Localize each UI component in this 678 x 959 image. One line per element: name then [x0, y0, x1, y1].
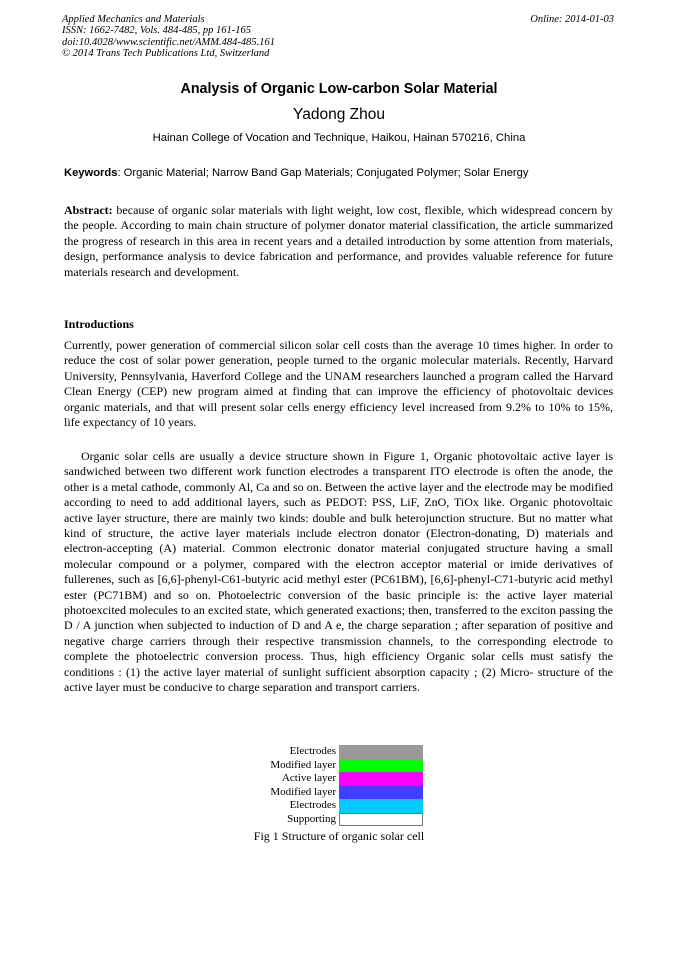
doi-line: doi:10.4028/www.scientific.net/AMM.484-485.161 [62, 36, 275, 48]
figure-layer-row [200, 786, 478, 800]
intro-paragraph-1: Currently, power generation of commercial silicon solar cell costs than the average 10 times higher. In order to reduce the cost of solar power generation, people turned to the organic molecular materials. Recently, Harvard University, Pennsylvania, Haverford College and the UNAM researchers launched a program called the Harvard Clean Energy (CEP) new program aimed at finding that can improve the efficiency of photovoltaic devices organic materials, and that will present solar cells energy efficiency level increased from 9.2% to 10% to 15%, life expectancy of 10 years. [64, 338, 613, 430]
keywords-line [64, 166, 624, 181]
figure-layer-row [200, 759, 478, 773]
author-name: Yadong Zhou [293, 106, 385, 123]
journal-header [62, 14, 275, 59]
figure-layer-structure [200, 745, 478, 826]
figure-layer-label: Modified layer [270, 785, 336, 798]
figure-layer-row [200, 799, 478, 813]
figure-layer-swatch [339, 759, 423, 773]
intro-paragraph-2: Organic solar cells are usually a device structure shown in Figure 1, Organic photovoltaic active layer is sandwiched between two different work function electrodes a transparent ITO electrode is often the anode, the other is a metal cathode, commonly Al, Ca and so on. Between the active layer and the electrode may be modified according to need to add additional layers, such as PEDOT: PSS, LiF, ZnO, TiOx like. Organic photovoltaic active layer structure, there are mainly two kinds: double and bulk heterojunction structure. But no matter what kind of structure, the active layer materials include electron donator (Electron-donating, D) materials and electron-accepting (A) material. Common electronic donator material conjugated structure having a small molecular compound or a polymer, compared with the electron acceptor material or imide derivatives of fullerenes, such as [6,6]-phenyl-C61-butyric acid methyl ester (PC61BM), [6,6]-phenyl-C71-butyric acid methyl ester (PC71BM) and so on. Photoelectric conversion of the basic principle is: the active layer material photoexcited molecules to an excited state, which generated exactions; then, transferred to the exciton passing the D / A junction when subjected to induction of D and A e, the charge separation ; after separation of positive and negative charge carriers through their respective transmission channels, to the corresponding electrode to complete the photoelectric conversion process. Thus, high efficiency Organic solar cells must satisfy the conditions : (1) the active layer material of sunlight sufficient absorption capacity ; (2) Micro- structure of the active layer must be conducive to charge separation and transport carriers. [64, 449, 613, 695]
figure-layer-row [200, 745, 478, 759]
copyright-line: © 2014 Trans Tech Publications Ltd, Switzerland [62, 47, 270, 59]
paper-title: Analysis of Organic Low-carbon Solar Material [180, 81, 498, 97]
figure-layer-swatch [339, 772, 423, 786]
section-heading: Introductions [64, 317, 134, 331]
issn-line: ISSN: 1662-7482, Vols. 484-485, pp 161-165 [62, 25, 251, 37]
figure-layer-swatch [339, 786, 423, 800]
abstract [64, 203, 613, 280]
figure-layer-label: Active layer [281, 772, 336, 784]
affiliation: Hainan College of Vocation and Technique, Haikou, Hainan 570216, China [152, 132, 526, 144]
figure-layer-label: Supporting [287, 812, 336, 825]
abstract-label: Abstract: [64, 203, 113, 217]
abstract-text: because of organic solar materials with light weight, low cost, flexible, which widespread concern by the people. According to main chain structure of polymer donator material classification, the article summarized the progress of research in this area in recent years and a detailed introduction by some attention from materials, design, performance analysis to device fabrication and performance, and provides valuable reference for future materials research and development. [64, 203, 613, 279]
figure-layer-label: Electrodes [289, 745, 336, 757]
online-date: Online: 2014-01-03 [530, 14, 614, 25]
keywords-text: : Organic Material; Narrow Band Gap Materials; Conjugated Polymer; Solar Energy [117, 167, 529, 179]
figure-layer-swatch [339, 813, 423, 827]
figure-caption: Fig 1 Structure of organic solar cell [253, 829, 425, 843]
figure-layer-label: Modified layer [270, 758, 336, 771]
figure-layer-swatch [339, 799, 423, 813]
journal-name: Applied Mechanics and Materials [62, 14, 205, 25]
figure-layer-swatch [339, 745, 423, 759]
figure-layer-row [200, 813, 478, 827]
figure-layer-label: Electrodes [289, 799, 336, 811]
keywords-label: Keywords [64, 167, 118, 179]
figure-layer-row [200, 772, 478, 786]
